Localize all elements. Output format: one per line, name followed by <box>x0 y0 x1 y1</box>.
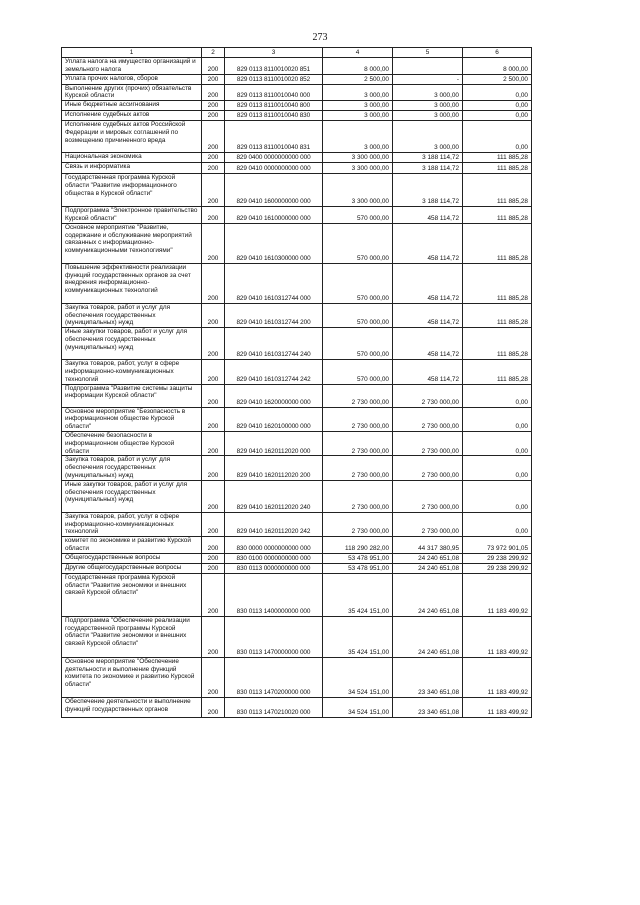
row-section-cell: 200 <box>202 657 225 697</box>
row-column-4-cell: 118 290 282,00 <box>323 537 393 554</box>
row-name-cell: Подпрограмма "Электронное правительство Курской области" <box>62 207 202 224</box>
row-name-cell: Основное мероприятие "Безопасность в информационном обществе Курской области" <box>62 407 202 431</box>
row-column-4-cell: 3 000,00 <box>323 121 393 153</box>
row-column-5-cell: 3 188 114,72 <box>393 153 463 163</box>
row-budget-code-cell: 830 0000 0000000000 000 <box>225 537 323 554</box>
table-row <box>62 697 532 717</box>
row-column-4-cell: 570 000,00 <box>323 207 393 224</box>
row-column-5-cell: 3 000,00 <box>393 84 463 101</box>
row-column-4-cell: 53 478 951,00 <box>323 563 393 573</box>
row-column-5-cell: 23 340 651,08 <box>393 697 463 717</box>
row-column-4-cell: 570 000,00 <box>323 360 393 384</box>
row-section-cell: 200 <box>202 303 225 327</box>
row-section-cell: 200 <box>202 360 225 384</box>
row-name-cell: Подпрограмма "Развитие системы защиты информации Курской области" <box>62 384 202 407</box>
table-row <box>62 360 532 384</box>
column-header: 6 <box>463 48 532 58</box>
row-column-6-cell: 8 000,00 <box>463 58 532 75</box>
row-column-4-cell: 570 000,00 <box>323 223 393 263</box>
row-name-cell: Государственная программа Курской области "Развитие информационного общества в Курской области" <box>62 174 202 207</box>
row-name-cell: Закупка товаров, работ и услуг для обеспечения государственных (муниципальных) нужд <box>62 456 202 480</box>
row-column-4-cell: 3 300 000,00 <box>323 163 393 174</box>
row-column-4-cell: 3 000,00 <box>323 84 393 101</box>
row-column-4-cell: 2 730 000,00 <box>323 384 393 407</box>
row-column-4-cell: 35 424 151,00 <box>323 616 393 657</box>
row-budget-code-cell: 829 0410 1620112020 242 <box>225 512 323 536</box>
table-row <box>62 303 532 327</box>
row-section-cell: 200 <box>202 84 225 101</box>
row-budget-code-cell: 829 0410 1620112020 000 <box>225 431 323 455</box>
row-column-5-cell: 24 240 651,08 <box>393 616 463 657</box>
row-section-cell: 200 <box>202 74 225 84</box>
row-budget-code-cell: 829 0410 1610312744 000 <box>225 263 323 303</box>
row-column-6-cell: 29 238 299,92 <box>463 563 532 573</box>
row-budget-code-cell: 829 0113 8110010040 831 <box>225 121 323 153</box>
row-column-6-cell: 2 500,00 <box>463 74 532 84</box>
row-name-cell: Государственная программа Курской области "Развитие экономики и внешних связей Курской области" <box>62 573 202 616</box>
table-row <box>62 58 532 75</box>
row-column-5-cell: 2 730 000,00 <box>393 480 463 512</box>
row-column-6-cell: 11 183 499,92 <box>463 616 532 657</box>
row-budget-code-cell: 829 0410 1620000000 000 <box>225 384 323 407</box>
row-column-6-cell: 111 885,28 <box>463 263 532 303</box>
row-name-cell: Национальная экономика <box>62 153 202 163</box>
row-column-5-cell: 44 317 380,95 <box>393 537 463 554</box>
row-column-6-cell: 0,00 <box>463 111 532 121</box>
row-section-cell: 200 <box>202 563 225 573</box>
row-column-4-cell: 570 000,00 <box>323 328 393 360</box>
row-section-cell: 200 <box>202 384 225 407</box>
row-column-4-cell: 3 300 000,00 <box>323 153 393 163</box>
row-budget-code-cell: 829 0410 1620112020 200 <box>225 456 323 480</box>
row-section-cell: 200 <box>202 111 225 121</box>
row-budget-code-cell: 830 0113 1400000000 000 <box>225 573 323 616</box>
table-row <box>62 174 532 207</box>
row-name-cell: Закупка товаров, работ, услуг в сфере информационно-коммуникационных технологий <box>62 360 202 384</box>
row-budget-code-cell: 829 0113 8110010020 852 <box>225 74 323 84</box>
row-column-6-cell: 111 885,28 <box>463 328 532 360</box>
table-row <box>62 512 532 536</box>
row-budget-code-cell: 830 0113 1470200000 000 <box>225 657 323 697</box>
table-row <box>62 616 532 657</box>
row-budget-code-cell: 829 0410 1610000000 000 <box>225 207 323 224</box>
row-section-cell: 200 <box>202 328 225 360</box>
row-section-cell: 200 <box>202 573 225 616</box>
row-section-cell: 200 <box>202 456 225 480</box>
row-budget-code-cell: 829 0410 1610312744 200 <box>225 303 323 327</box>
row-column-6-cell: 0,00 <box>463 456 532 480</box>
row-column-4-cell: 34 524 151,00 <box>323 697 393 717</box>
row-column-5-cell: 24 240 651,08 <box>393 563 463 573</box>
row-column-4-cell: 8 000,00 <box>323 58 393 75</box>
row-name-cell: Иные бюджетные ассигнования <box>62 101 202 111</box>
row-budget-code-cell: 829 0113 8110010020 851 <box>225 58 323 75</box>
row-budget-code-cell: 829 0410 1600000000 000 <box>225 174 323 207</box>
page-number: 273 <box>312 32 328 43</box>
row-column-5-cell: 2 730 000,00 <box>393 384 463 407</box>
row-column-4-cell: 35 424 151,00 <box>323 573 393 616</box>
row-column-6-cell: 0,00 <box>463 121 532 153</box>
row-column-4-cell: 570 000,00 <box>323 263 393 303</box>
table-row <box>62 84 532 101</box>
table-row <box>62 121 532 153</box>
row-column-4-cell: 2 730 000,00 <box>323 407 393 431</box>
row-column-5-cell: - <box>393 74 463 84</box>
row-name-cell: Закупка товаров, работ и услуг для обеспечения государственных (муниципальных) нужд <box>62 303 202 327</box>
table-row <box>62 74 532 84</box>
row-column-6-cell: 0,00 <box>463 407 532 431</box>
row-column-6-cell: 73 972 901,05 <box>463 537 532 554</box>
table-row <box>62 456 532 480</box>
row-section-cell: 200 <box>202 207 225 224</box>
row-name-cell: Обеспечение безопасности в информационном обществе Курской области <box>62 431 202 455</box>
budget-execution-table <box>61 47 532 718</box>
row-column-6-cell: 11 183 499,92 <box>463 657 532 697</box>
row-name-cell: Повышение эффективности реализации функций государственных органов за счет внедрения информационно-коммуникационных технологий <box>62 263 202 303</box>
table-header-row <box>62 48 532 58</box>
row-column-5-cell: 24 240 651,08 <box>393 553 463 563</box>
row-column-6-cell: 111 885,28 <box>463 174 532 207</box>
row-column-5-cell: 458 114,72 <box>393 207 463 224</box>
table-row <box>62 573 532 616</box>
row-column-4-cell: 34 524 151,00 <box>323 657 393 697</box>
row-column-6-cell: 0,00 <box>463 480 532 512</box>
row-column-5-cell: 3 000,00 <box>393 101 463 111</box>
row-budget-code-cell: 829 0410 1610300000 000 <box>225 223 323 263</box>
table-row <box>62 153 532 163</box>
row-column-5-cell: 458 114,72 <box>393 328 463 360</box>
row-column-5-cell: 3 000,00 <box>393 121 463 153</box>
row-name-cell: Уплата прочих налогов, сборов <box>62 74 202 84</box>
row-section-cell: 200 <box>202 616 225 657</box>
row-column-4-cell: 3 300 000,00 <box>323 174 393 207</box>
row-column-5-cell: 458 114,72 <box>393 360 463 384</box>
row-name-cell: Выполнение других (прочих) обязательств Курской области <box>62 84 202 101</box>
row-column-6-cell: 0,00 <box>463 431 532 455</box>
row-name-cell: Другие общегосударственные вопросы <box>62 563 202 573</box>
row-column-6-cell: 111 885,28 <box>463 223 532 263</box>
row-column-5-cell: 458 114,72 <box>393 263 463 303</box>
row-column-5-cell: 3 188 114,72 <box>393 174 463 207</box>
row-column-4-cell: 2 730 000,00 <box>323 480 393 512</box>
table-row <box>62 207 532 224</box>
row-column-6-cell: 111 885,28 <box>463 153 532 163</box>
row-name-cell: Исполнение судебных актов Российской Федерации и мировых соглашений по возмещению причиненного вреда <box>62 121 202 153</box>
row-column-4-cell: 3 000,00 <box>323 101 393 111</box>
row-name-cell: Иные закупки товаров, работ и услуг для обеспечения государственных (муниципальных) нужд <box>62 480 202 512</box>
table-row <box>62 563 532 573</box>
row-column-6-cell: 111 885,28 <box>463 303 532 327</box>
row-column-5-cell: 2 730 000,00 <box>393 431 463 455</box>
row-column-5-cell: 23 340 651,08 <box>393 657 463 697</box>
table-row <box>62 328 532 360</box>
row-name-cell: Основное мероприятие "Обеспечение деятельности и выполнение функций комитета по экономике и развитию Курской области" <box>62 657 202 697</box>
column-header: 3 <box>225 48 323 58</box>
row-budget-code-cell: 829 0410 1610312744 240 <box>225 328 323 360</box>
row-section-cell: 200 <box>202 480 225 512</box>
row-column-4-cell: 3 000,00 <box>323 111 393 121</box>
row-section-cell: 200 <box>202 101 225 111</box>
column-header: 2 <box>202 48 225 58</box>
row-column-4-cell: 53 478 951,00 <box>323 553 393 563</box>
row-budget-code-cell: 829 0113 8110010040 830 <box>225 111 323 121</box>
row-column-6-cell: 11 183 499,92 <box>463 573 532 616</box>
table-row <box>62 111 532 121</box>
row-budget-code-cell: 829 0113 8110010040 800 <box>225 101 323 111</box>
row-column-5-cell: 2 730 000,00 <box>393 456 463 480</box>
row-budget-code-cell: 830 0100 0000000000 000 <box>225 553 323 563</box>
table-row <box>62 384 532 407</box>
row-section-cell: 200 <box>202 163 225 174</box>
row-section-cell: 200 <box>202 121 225 153</box>
row-name-cell: Закупка товаров, работ, услуг в сфере информационно-коммуникационных технологий <box>62 512 202 536</box>
row-section-cell: 200 <box>202 223 225 263</box>
row-section-cell: 200 <box>202 263 225 303</box>
row-name-cell: Связь и информатика <box>62 163 202 174</box>
row-budget-code-cell: 830 0113 0000000000 000 <box>225 563 323 573</box>
row-budget-code-cell: 829 0410 1620112020 240 <box>225 480 323 512</box>
row-budget-code-cell: 829 0410 1610312744 242 <box>225 360 323 384</box>
row-column-5-cell: 2 730 000,00 <box>393 407 463 431</box>
column-header: 1 <box>62 48 202 58</box>
table-row <box>62 657 532 697</box>
row-budget-code-cell: 829 0113 8110010040 000 <box>225 84 323 101</box>
row-name-cell: Основное мероприятие "Развитие, содержание и обслуживание мероприятий связанных с информационно-коммуникационными технологиями" <box>62 223 202 263</box>
row-name-cell: Исполнение судебных актов <box>62 111 202 121</box>
row-section-cell: 200 <box>202 553 225 563</box>
row-column-6-cell: 0,00 <box>463 101 532 111</box>
table-row <box>62 431 532 455</box>
row-column-4-cell: 570 000,00 <box>323 303 393 327</box>
row-column-4-cell: 2 500,00 <box>323 74 393 84</box>
row-name-cell: Общегосударственные вопросы <box>62 553 202 563</box>
row-section-cell: 200 <box>202 407 225 431</box>
table-row <box>62 407 532 431</box>
row-name-cell: комитет по экономике и развитию Курской области <box>62 537 202 554</box>
row-column-5-cell <box>393 58 463 75</box>
row-column-4-cell: 2 730 000,00 <box>323 512 393 536</box>
table-row <box>62 263 532 303</box>
row-column-6-cell: 29 238 299,92 <box>463 553 532 563</box>
row-name-cell: Уплата налога на имущество организаций и земельного налога <box>62 58 202 75</box>
row-budget-code-cell: 830 0113 1470000000 000 <box>225 616 323 657</box>
table-row <box>62 537 532 554</box>
table-row <box>62 480 532 512</box>
row-name-cell: Подпрограмма "Обеспечение реализации государственной программы Курской области "Развитие экономики и внешних связей Курской области" <box>62 616 202 657</box>
row-section-cell: 200 <box>202 431 225 455</box>
table-body <box>62 58 532 718</box>
row-name-cell: Обеспечение деятельности и выполнение функций государственных органов <box>62 697 202 717</box>
row-column-6-cell: 111 885,28 <box>463 207 532 224</box>
row-section-cell: 200 <box>202 174 225 207</box>
row-column-5-cell: 24 240 651,08 <box>393 573 463 616</box>
row-column-6-cell: 111 885,28 <box>463 360 532 384</box>
row-budget-code-cell: 830 0113 1470210020 000 <box>225 697 323 717</box>
column-header: 5 <box>393 48 463 58</box>
row-section-cell: 200 <box>202 697 225 717</box>
row-column-6-cell: 0,00 <box>463 512 532 536</box>
row-column-5-cell: 3 188 114,72 <box>393 163 463 174</box>
row-column-5-cell: 3 000,00 <box>393 111 463 121</box>
row-column-5-cell: 458 114,72 <box>393 303 463 327</box>
table-row <box>62 553 532 563</box>
row-budget-code-cell: 829 0400 0000000000 000 <box>225 153 323 163</box>
row-column-6-cell: 11 183 499,92 <box>463 697 532 717</box>
table-row <box>62 223 532 263</box>
row-section-cell: 200 <box>202 153 225 163</box>
row-budget-code-cell: 829 0410 0000000000 000 <box>225 163 323 174</box>
row-column-4-cell: 2 730 000,00 <box>323 456 393 480</box>
row-column-4-cell: 2 730 000,00 <box>323 431 393 455</box>
row-budget-code-cell: 829 0410 1620100000 000 <box>225 407 323 431</box>
table-row <box>62 101 532 111</box>
table-row <box>62 163 532 174</box>
row-section-cell: 200 <box>202 512 225 536</box>
row-section-cell: 200 <box>202 537 225 554</box>
row-column-6-cell: 0,00 <box>463 84 532 101</box>
row-column-5-cell: 458 114,72 <box>393 223 463 263</box>
row-section-cell: 200 <box>202 58 225 75</box>
row-column-6-cell: 0,00 <box>463 384 532 407</box>
row-name-cell: Иные закупки товаров, работ и услуг для обеспечения государственных (муниципальных) нужд <box>62 328 202 360</box>
column-header: 4 <box>323 48 393 58</box>
row-column-5-cell: 2 730 000,00 <box>393 512 463 536</box>
row-column-6-cell: 111 885,28 <box>463 163 532 174</box>
